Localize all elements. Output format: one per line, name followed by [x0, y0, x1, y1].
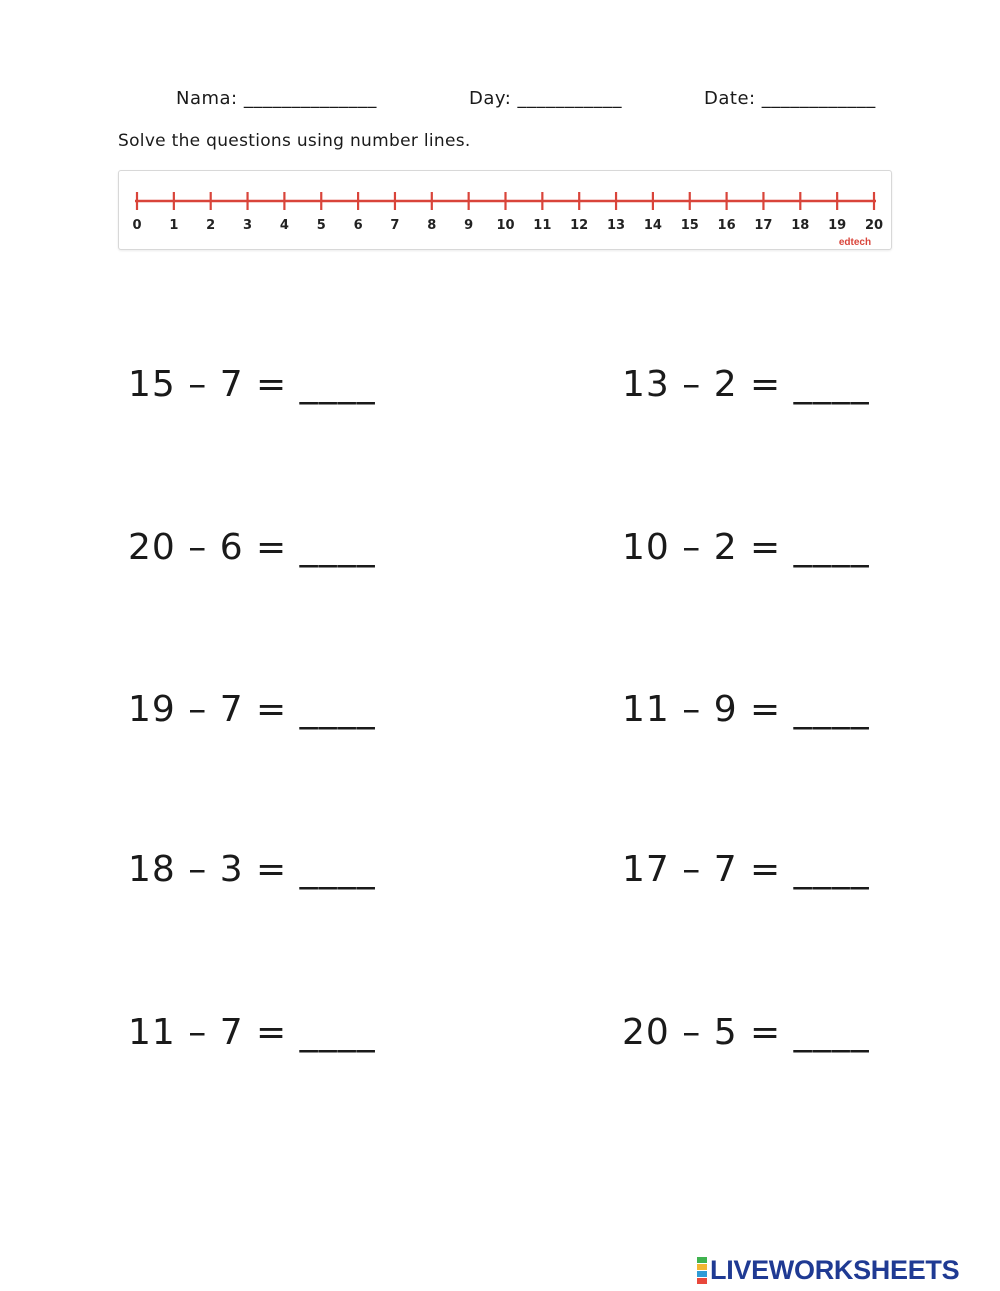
number-line-label: 16: [717, 218, 736, 233]
number-line-label: 4: [279, 218, 289, 233]
problem-right-4[interactable]: 17 – 7 = ____: [622, 849, 870, 890]
number-line-label: 20: [864, 218, 884, 233]
edtech-brand: edtech: [838, 237, 872, 248]
number-line-label: 7: [390, 218, 400, 233]
number-line-label: 19: [828, 218, 847, 233]
number-line-label: 6: [353, 218, 363, 233]
number-line-label: 1: [169, 218, 179, 233]
number-line-label: 9: [464, 218, 474, 233]
number-line-label: 11: [533, 218, 552, 233]
problem-left-1[interactable]: 15 – 7 = ____: [128, 364, 376, 405]
logo-text: LIVEWORKSHEETS: [710, 1254, 960, 1285]
number-line-label: 15: [680, 218, 699, 233]
problem-left-2[interactable]: 20 – 6 = ____: [128, 527, 376, 568]
number-line-label: 5: [316, 218, 326, 233]
number-line-label: 13: [607, 218, 626, 233]
problem-left-3[interactable]: 19 – 7 = ____: [128, 689, 376, 730]
number-line-label: 14: [643, 218, 662, 233]
date-field[interactable]: Date: ____________: [704, 88, 876, 109]
number-line: [119, 171, 891, 249]
number-line-label: 12: [570, 218, 589, 233]
name-field[interactable]: Nama: ______________: [176, 88, 377, 109]
number-line-image: [118, 170, 892, 250]
problem-right-5[interactable]: 20 – 5 = ____: [622, 1012, 870, 1053]
number-line-label: 10: [496, 218, 515, 233]
problem-right-2[interactable]: 10 – 2 = ____: [622, 527, 870, 568]
problem-left-4[interactable]: 18 – 3 = ____: [128, 849, 376, 890]
liveworksheets-logo: [697, 1253, 959, 1287]
number-line-label: 2: [206, 218, 216, 233]
number-line-label: 0: [132, 218, 142, 233]
problem-right-1[interactable]: 13 – 2 = ____: [622, 364, 870, 405]
number-line-label: 3: [243, 218, 253, 233]
number-line-label: 17: [754, 218, 773, 233]
instructions: Solve the questions using number lines.: [118, 131, 471, 151]
problem-left-5[interactable]: 11 – 7 = ____: [128, 1012, 376, 1053]
number-line-label: 18: [791, 218, 810, 233]
day-field[interactable]: Day: ___________: [469, 88, 623, 109]
number-line-label: 8: [427, 218, 437, 233]
logo-blocks-icon: [697, 1257, 707, 1284]
problem-right-3[interactable]: 11 – 9 = ____: [622, 689, 870, 730]
